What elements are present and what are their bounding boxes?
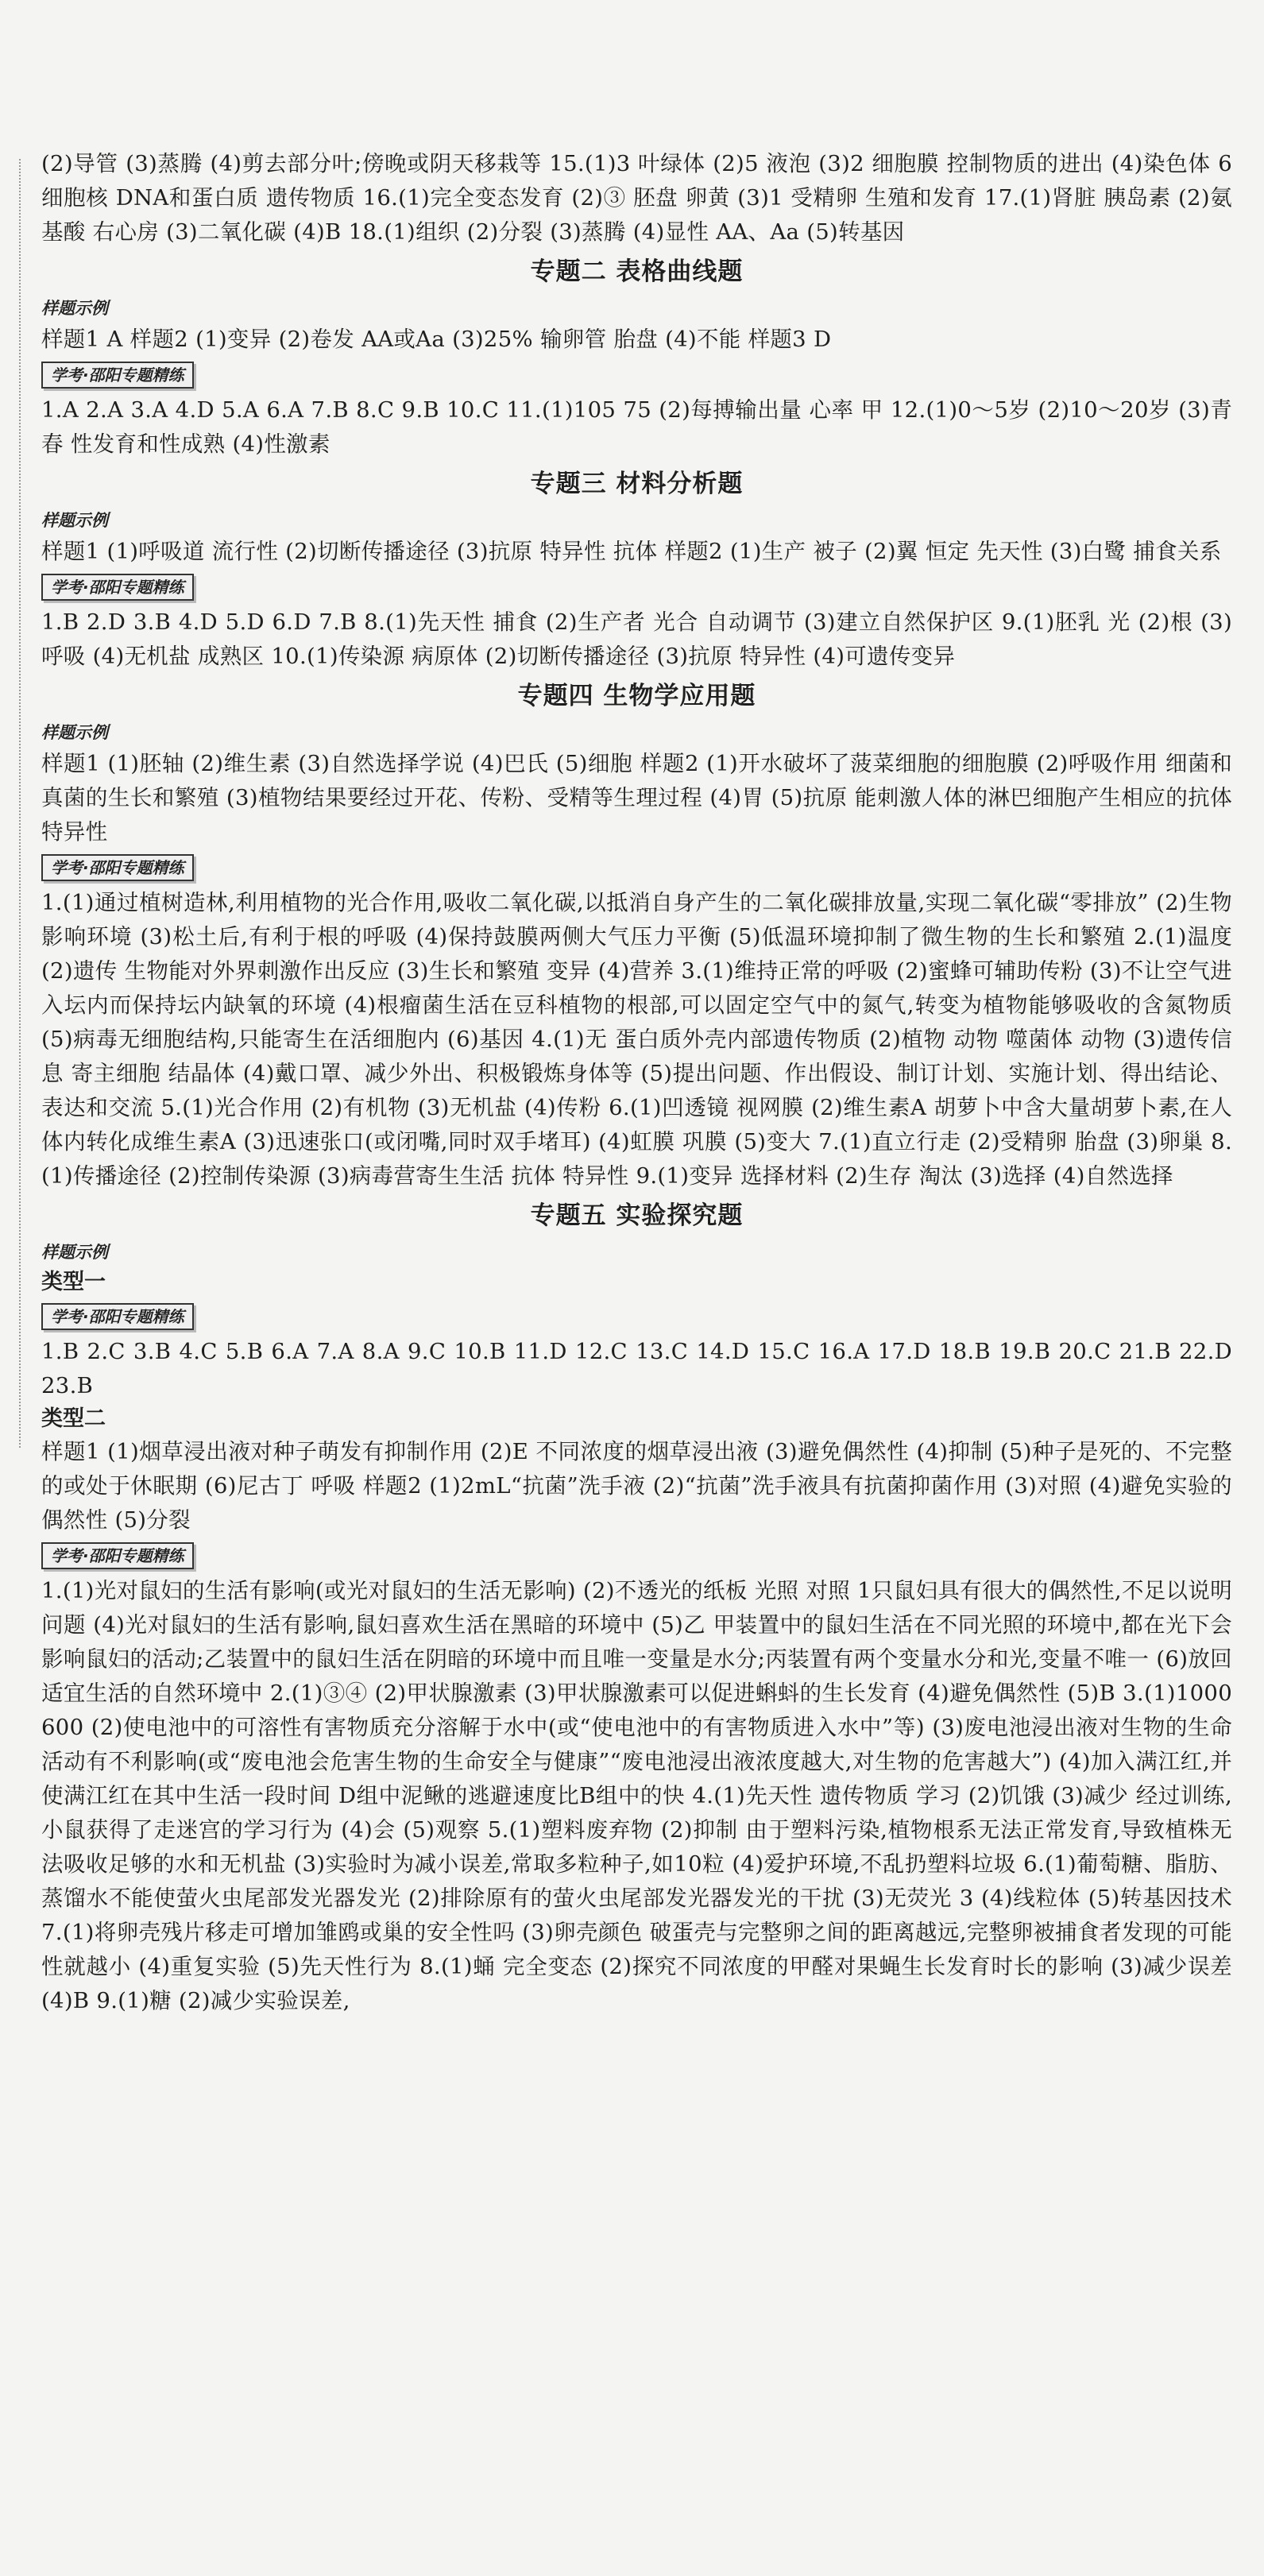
example-label-3: 样题示例	[41, 511, 108, 530]
example-answers-3: 样题1 (1)呼吸道 流行性 (2)切断传播途径 (3)抗原 特异性 抗体 样题2 (1)生产 被子 (2)翼 恒定 先天性 (3)白鹭 捕食关系	[41, 539, 1222, 564]
practice-answers-3: 1.B 2.D 3.B 4.D 5.D 6.D 7.B 8.(1)先天性 捕食 (2)生产者 光合 自动调节 (3)建立自然保护区 9.(1)胚乳 光 (2)根 (3)呼吸 (4)无机盐 成熟区 10.(1)传染源 病原体 (2)切断传播途径 (3)抗原 特异性 (4)可遗传变异	[41, 609, 1232, 669]
practice-badge-5a: 学考·邵阳专题精练	[41, 1303, 194, 1330]
practice-badge-4: 学考·邵阳专题精练	[41, 854, 194, 881]
type1-practice-answers: 1.B 2.C 3.B 4.C 5.B 6.A 7.A 8.A 9.C 10.B 11.D 12.C 13.C 14.D 15.C 16.A 17.D 18.B 19.B 20.C 21.B 22.D 23.B	[41, 1339, 1232, 1398]
practice-answers-2: 1.A 2.A 3.A 4.D 5.A 6.A 7.B 8.C 9.B 10.C 11.(1)105 75 (2)每搏输出量 心率 甲 12.(1)0～5岁 (2)10～20岁 (3)青春 性发育和性成熟 (4)性激素	[41, 397, 1232, 457]
example-answers-4: 样题1 (1)胚轴 (2)维生素 (3)自然选择学说 (4)巴氏 (5)细胞 样题2 (1)开水破坏了菠菜细胞的细胞膜 (2)呼吸作用 细菌和真菌的生长和繁殖 (3)植物结果要经过开花、传粉、受精等生理过程 (4)胃 (5)抗原 能刺激人体的淋巴细胞产生相应的抗体 特异性	[41, 751, 1232, 845]
section-title-5: 专题五 实验探究题	[530, 1201, 744, 1230]
binding-fold-line	[19, 159, 21, 1448]
practice-badge-3: 学考·邵阳专题精练	[41, 574, 194, 601]
section-title-2: 专题二 表格曲线题	[530, 257, 744, 286]
section-title-4: 专题四 生物学应用题	[517, 682, 756, 710]
type2-practice-answers: 1.(1)光对鼠妇的生活有影响(或光对鼠妇的生活无影响) (2)不透光的纸板 光照 对照 1只鼠妇具有很大的偶然性,不足以说明问题 (4)光对鼠妇的生活有影响,鼠妇喜欢生活在黑暗的环境中 (5)乙 甲装置中的鼠妇生活在不同光照的环境中,都在光下会影响鼠妇的活动;乙装置中的鼠妇生活在阴暗的环境中而且唯一变量是水分;丙装置有两个变量水分和光,变量不唯一 (6)放回适宜生活的自然环境中 2.(1)③④ (2)甲状腺激素 (3)甲状腺激素可以促进蝌蚪的生长发育 (4)避免偶然性 (5)B 3.(1)1000 600 (2)使电池中的可溶性有害物质充分溶解于水中(或“使电池中的有害物质进入水中”等) (3)废电池浸出液对生物的生命活动有不利影响(或“废电池会危害生物的生命安全与健康”“废电池浸出液浓度越大,对生物的危害越大”) (4)加入满江红,并使满江红在其中生活一段时间 D组中泥鳅的逃避速度比B组中的快 4.(1)先天性 遗传物质 学习 (2)饥饿 (3)减少 经过训练,小鼠获得了走迷宫的学习行为 (4)会 (5)观察 5.(1)塑料废弃物 (2)抑制 由于塑料污染,植物根系无法正常发育,导致植株无法吸收足够的水和无机盐 (3)实验时为减小误差,常取多粒种子,如10粒 (4)爱护环境,不乱扔塑料垃圾 6.(1)葡萄糖、脂肪、蒸馏水不能使萤火虫尾部发光器发光 (2)排除原有的萤火虫尾部发光器发光的干扰 (3)无荧光 3 (4)线粒体 (5)转基因技术 7.(1)将卵壳残片移走可增加雏鸥或巢的安全性吗 (3)卵壳颜色 破蛋壳与完整卵之间的距离越远,完整卵被捕食者发现的可能性就越小 (4)重复实验 (5)先天性行为 8.(1)蛹 完全变态 (2)探究不同浓度的甲醛对果蝇生长发育时长的影响 (3)减少误差 (4)B 9.(1)糖 (2)减少实验误差,	[41, 1578, 1232, 2013]
example-label-2: 样题示例	[41, 299, 108, 318]
example-label-5: 样题示例	[41, 1243, 108, 1262]
practice-badge-2: 学考·邵阳专题精练	[41, 362, 194, 389]
example-label-4: 样题示例	[41, 723, 108, 742]
type-label-1: 类型一	[41, 1270, 106, 1294]
type-label-2: 类型二	[41, 1406, 106, 1431]
example-answers-2: 样题1 A 样题2 (1)变异 (2)卷发 AA或Aa (3)25% 输卵管 胎盘 (4)不能 样题3 D	[41, 327, 832, 352]
practice-badge-5b: 学考·邵阳专题精练	[41, 1542, 194, 1569]
practice-answers-4: 1.(1)通过植树造林,利用植物的光合作用,吸收二氧化碳,以抵消自身产生的二氧化碳排放量,实现二氧化碳“零排放” (2)生物影响环境 (3)松土后,有利于根的呼吸 (4)保持鼓膜两侧大气压力平衡 (5)低温环境抑制了微生物的生长和繁殖 2.(1)温度 (2)遗传 生物能对外界刺激作出反应 (3)生长和繁殖 变异 (4)营养 3.(1)维持正常的呼吸 (2)蜜蜂可辅助传粉 (3)不让空气进入坛内而保持坛内缺氧的环境 (4)根瘤菌生活在豆科植物的根部,可以固定空气中的氮气,转变为植物能够吸收的含氮物质 (5)病毒无细胞结构,只能寄生在活细胞内 (6)基因 4.(1)无 蛋白质外壳内部遗传物质 (2)植物 动物 噬菌体 动物 (3)遗传信息 寄主细胞 结晶体 (4)戴口罩、减少外出、积极锻炼身体等 (5)提出问题、作出假设、制订计划、实施计划、得出结论、表达和交流 5.(1)光合作用 (2)有机物 (3)无机盐 (4)传粉 6.(1)凹透镜 视网膜 (2)维生素A 胡萝卜中含大量胡萝卜素,在人体内转化成维生素A (3)迅速张口(或闭嘴,同时双手堵耳) (4)虹膜 巩膜 (5)变大 7.(1)直立行走 (2)受精卵 胎盘 (3)卵巢 8.(1)传播途径 (2)控制传染源 (3)病毒营寄生生活 抗体 特异性 9.(1)变异 选择材料 (2)生存 淘汰 (3)选择 (4)自然选择	[41, 890, 1232, 1189]
section-title-3: 专题三 材料分析题	[530, 470, 744, 498]
type2-example-answers: 样题1 (1)烟草浸出液对种子萌发有抑制作用 (2)E 不同浓度的烟草浸出液 (3)避免偶然性 (4)抑制 (5)种子是死的、不完整的或处于休眠期 (6)尼古丁 呼吸 样题2 (1)2mL“抗菌”洗手液 (2)“抗菌”洗手液具有抗菌抑菌作用 (3)对照 (4)避免实验的偶然性 (5)分裂	[41, 1439, 1232, 1533]
intro-answers: (2)导管 (3)蒸腾 (4)剪去部分叶;傍晚或阴天移栽等 15.(1)3 叶绿体 (2)5 液泡 (3)2 细胞膜 控制物质的进出 (4)染色体 6 细胞核 DNA和蛋白质 遗传物质 16.(1)完全变态发育 (2)③ 胚盘 卵黄 (3)1 受精卵 生殖和发育 17.(1)肾脏 胰岛素 (2)氨基酸 右心房 (3)二氧化碳 (4)B 18.(1)组织 (2)分裂 (3)蒸腾 (4)显性 AA、Aa (5)转基因	[41, 151, 1232, 245]
